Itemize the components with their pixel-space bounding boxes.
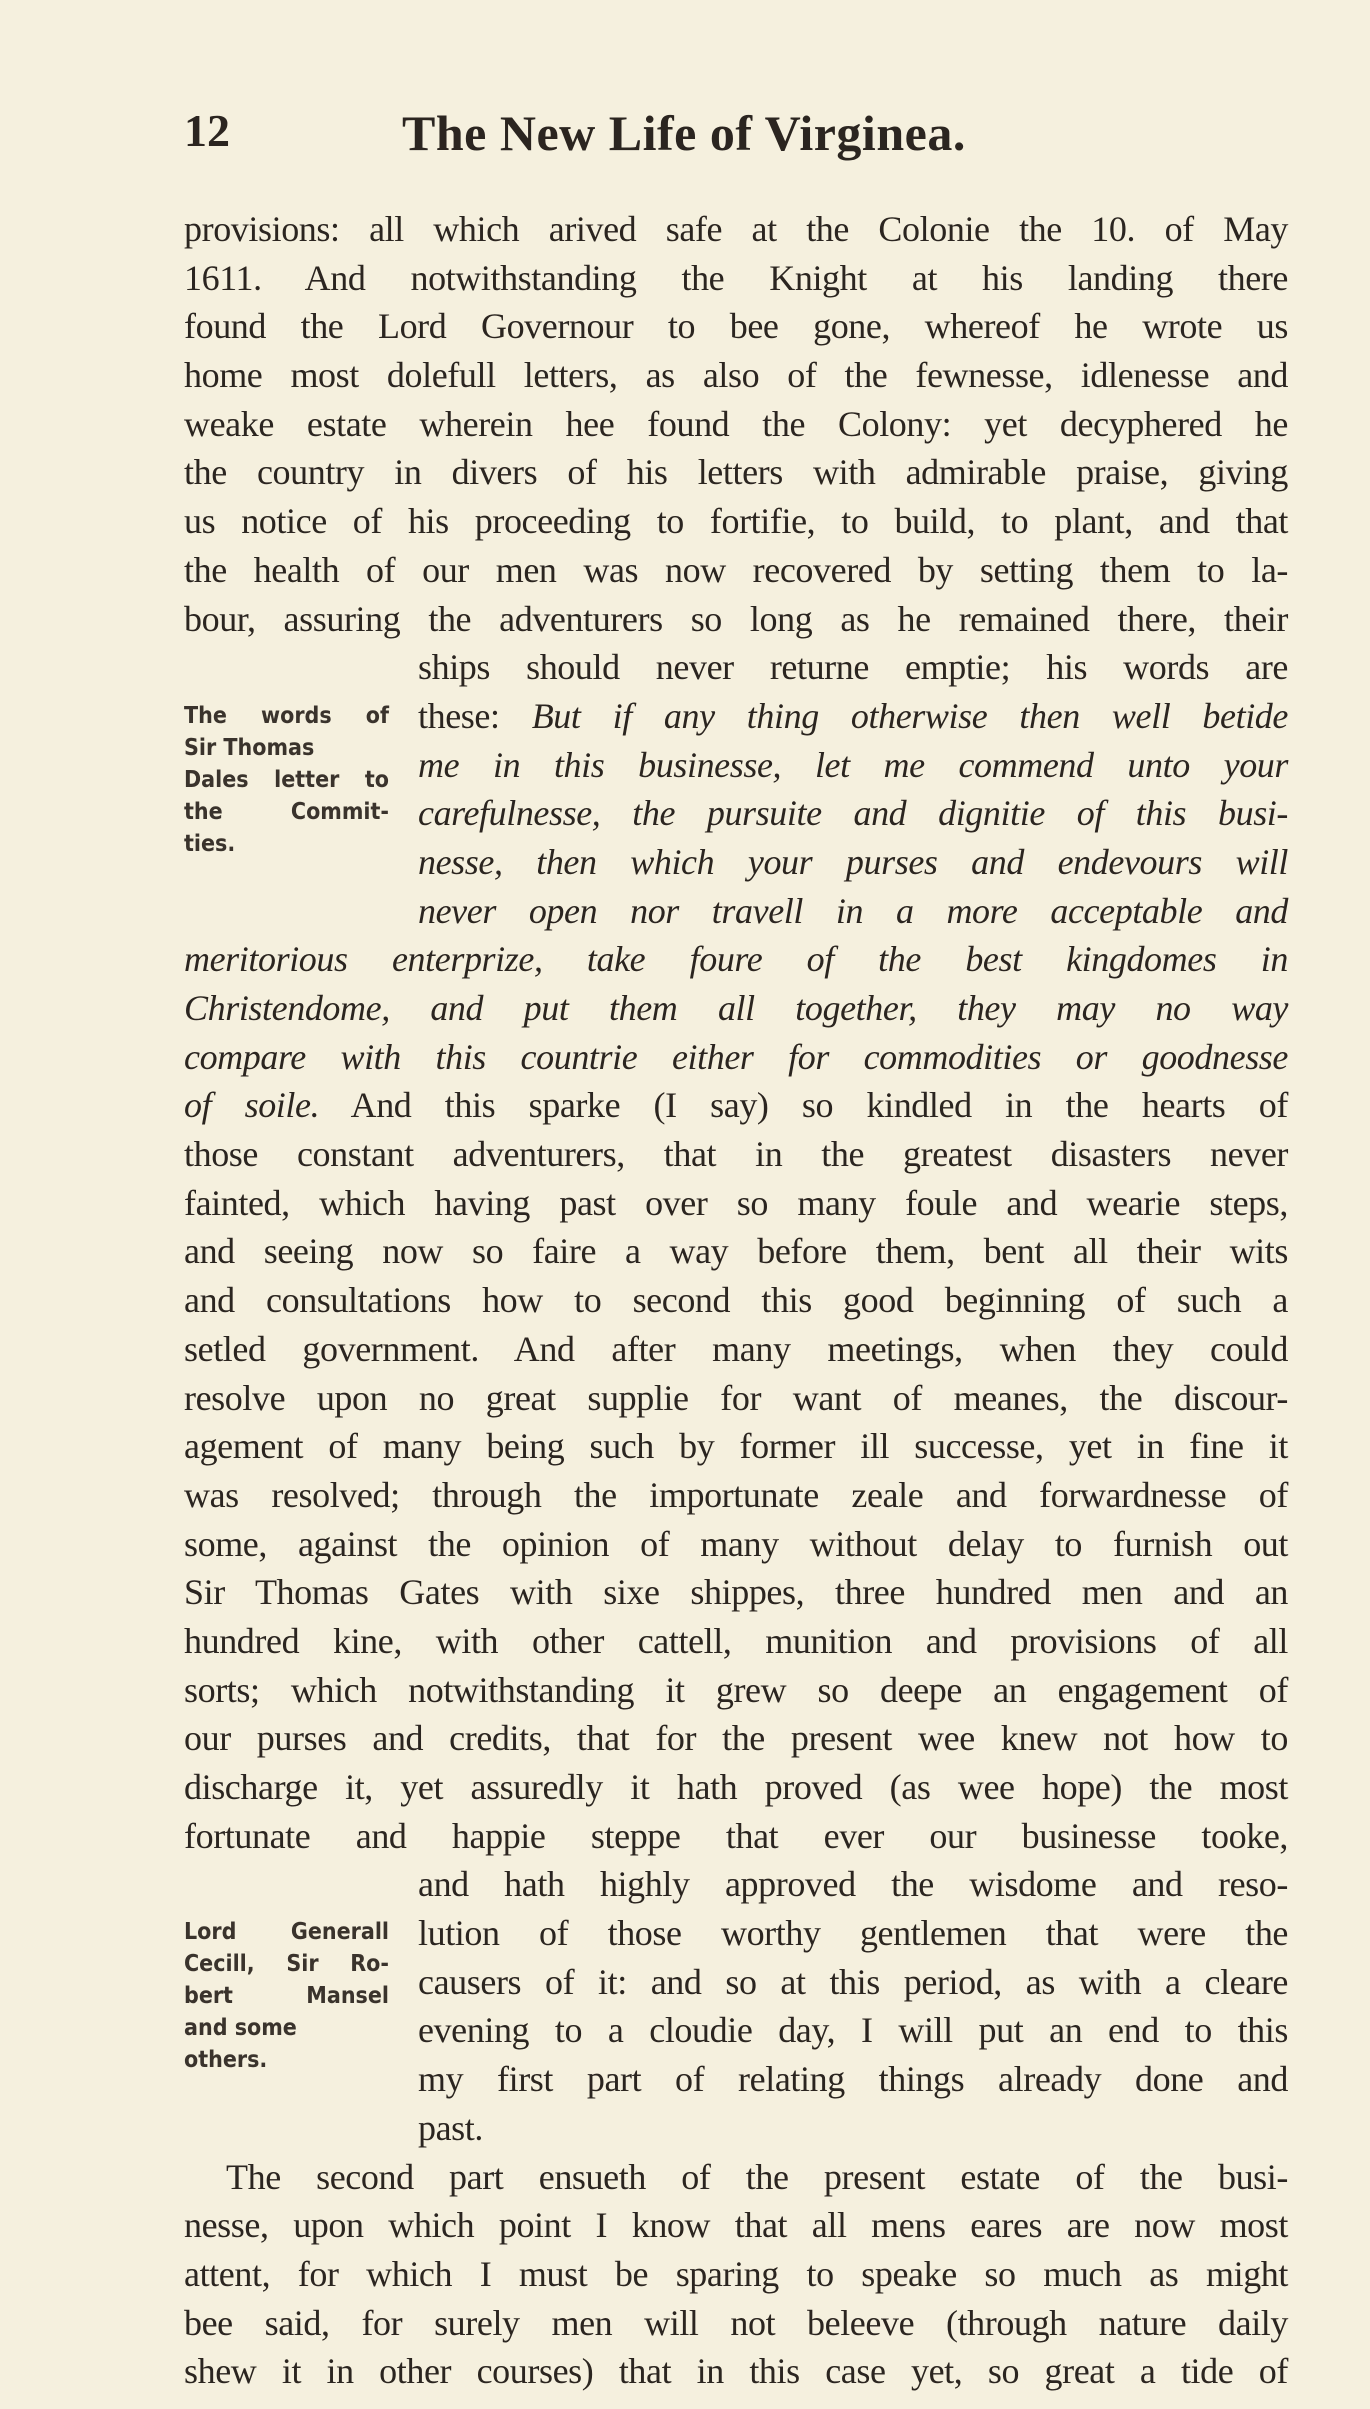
text-span: my first part of relating things already done and xyxy=(418,2059,1288,2100)
italic-text: me in this businesse, let me commend unto your xyxy=(418,744,1288,785)
text-span: past. xyxy=(418,2107,483,2148)
text-span: the country in divers of his letters with admirable praise, giving xyxy=(184,452,1288,493)
text-line xyxy=(184,1081,1288,1130)
margin-note-line: others. xyxy=(184,2047,268,2073)
text-line xyxy=(418,2055,1288,2104)
margin-note-line: ties. xyxy=(184,831,236,857)
text-line xyxy=(418,1860,1288,1909)
text-span: agement of many being such by former ill successe, yet in fine it xyxy=(184,1426,1288,1467)
text-span: lution of those worthy gentlemen that were the xyxy=(418,1913,1288,1954)
text-line xyxy=(184,2201,1288,2250)
italic-text: nesse, then which your purses and endevours will xyxy=(418,841,1288,882)
italic-text: meritorious enterprize, take foure of the best kingdomes in xyxy=(184,939,1288,980)
margin-note-line: Cecill, Sir Ro- xyxy=(184,1951,389,1977)
text-line xyxy=(184,205,1288,254)
margin-note-line: Sir Thomas xyxy=(184,735,315,761)
page-header xyxy=(184,104,1288,164)
text-line xyxy=(184,448,1288,497)
margin-note-line: the Commit- xyxy=(184,799,389,825)
text-line xyxy=(184,254,1288,303)
text-span: bour, assuring the adventurers so long as he remained there, their xyxy=(184,598,1288,639)
text-line xyxy=(184,1422,1288,1471)
text-line xyxy=(418,1958,1288,2007)
text-line xyxy=(184,1033,1288,1082)
margin-note-line: and some xyxy=(184,2015,297,2041)
text-span: was resolved; through the importunate zeale and forwardnesse of xyxy=(184,1474,1288,1515)
text-span: home most dolefull letters, as also of the fewnesse, idlenesse and xyxy=(184,355,1288,396)
text-span: hundred kine, with other cattell, munition and provisions of all xyxy=(184,1620,1288,1661)
text-span: Sir Thomas Gates with sixe shippes, three hundred men and an xyxy=(184,1572,1288,1613)
italic-text: But if any thing otherwise then well betide xyxy=(531,695,1288,736)
text-span: fainted, which having past over so many foule and wearie steps, xyxy=(184,1182,1288,1223)
text-line xyxy=(184,2250,1288,2299)
text-span: discharge it, yet assuredly it hath proved (as wee hope) the most xyxy=(184,1767,1288,1807)
text-line xyxy=(184,1374,1288,1423)
margin-note-line: Lord Generall xyxy=(184,1919,389,1945)
text-line xyxy=(184,1325,1288,1374)
text-line xyxy=(184,1763,1288,1812)
italic-text: never open nor travell in a more acceptable and xyxy=(418,890,1288,931)
text-span: fortunate and happie steppe that ever our businesse tooke, xyxy=(184,1815,1288,1856)
text-span: sorts; which notwithstanding it grew so deepe an engagement of xyxy=(184,1669,1288,1710)
text-line xyxy=(184,1568,1288,1617)
text-line xyxy=(184,1276,1288,1325)
text-line xyxy=(184,400,1288,449)
italic-text: compare with this countrie either for commodities or goodnesse xyxy=(184,1036,1288,1077)
text-line xyxy=(418,643,1288,692)
text-line xyxy=(418,789,1288,838)
italic-text: of soile. xyxy=(184,1085,320,1126)
text-span: And this sparke (I say) so kindled in the hearts of xyxy=(319,1085,1288,1126)
text-line xyxy=(184,1130,1288,1179)
text-line xyxy=(418,887,1288,936)
text-line xyxy=(418,1909,1288,1958)
text-line xyxy=(184,1520,1288,1569)
text-span: provisions: all which arived safe at the Colonie the 10. of May xyxy=(184,209,1288,249)
text-span: bee said, for surely men will not beleeve (through nature daily xyxy=(184,2302,1288,2343)
text-span: and seeing now so faire a way before them, bent all their wits xyxy=(184,1231,1288,1272)
text-line xyxy=(184,497,1288,546)
text-span: causers of it: and so at this period, as with a cleare xyxy=(418,1961,1288,2002)
text-span: evening to a cloudie day, I will put an end to this xyxy=(418,2010,1288,2051)
text-span: resolve upon no great supplie for want of meanes, the discour- xyxy=(184,1377,1288,1418)
text-span: ships should never returne emptie; his words are xyxy=(418,647,1288,688)
text-span: those constant adventurers, that in the greatest disasters never xyxy=(184,1134,1288,1175)
text-line xyxy=(418,741,1288,790)
text-span: weake estate wherein hee found the Colony: yet decyphered he xyxy=(184,403,1288,444)
text-span: some, against the opinion of many without delay to furnish out xyxy=(184,1523,1288,1564)
running-title: The New Life of Virginea. xyxy=(402,105,966,161)
text-line xyxy=(184,1471,1288,1520)
text-line xyxy=(418,2104,1288,2153)
text-line xyxy=(184,2153,1288,2202)
text-line xyxy=(184,935,1288,984)
text-line xyxy=(418,838,1288,887)
text-line xyxy=(184,595,1288,644)
margin-note-lord-generall xyxy=(184,1916,389,2076)
text-line xyxy=(184,1714,1288,1763)
text-span: shew it in other courses) that in this case yet, so great a tide of xyxy=(184,2351,1288,2392)
text-span: setled government. And after many meetings, when they could xyxy=(184,1328,1288,1369)
text-span: found the Lord Governour to bee gone, whereof he wrote us xyxy=(184,306,1288,347)
text-line xyxy=(418,692,1288,741)
italic-text: Christendome, and put them all together, they may no way xyxy=(184,988,1288,1028)
text-span: nesse, upon which point I know that all mens eares are now most xyxy=(184,2205,1288,2246)
text-line xyxy=(184,1666,1288,1715)
text-line xyxy=(184,2347,1288,2396)
margin-note-line: The words of xyxy=(184,703,389,729)
text-span: attent, for which I must be sparing to speake so much as might xyxy=(184,2253,1288,2294)
text-span: The second part ensueth of the present estate of the busi- xyxy=(226,2156,1288,2197)
margin-note-line: bert Mansel xyxy=(184,1983,389,2009)
margin-note-line: Dales letter to xyxy=(184,767,389,793)
text-span: 1611. And notwithstanding the Knight at his landing there xyxy=(184,257,1288,298)
page-number: 12 xyxy=(184,105,230,156)
italic-text: carefulnesse, the pursuite and dignitie of this busi- xyxy=(418,793,1288,834)
text-line xyxy=(184,351,1288,400)
text-span: our purses and credits, that for the present wee knew not how to xyxy=(184,1718,1288,1759)
text-span: these: xyxy=(418,695,532,736)
text-span: and hath highly approved the wisdome and reso- xyxy=(418,1864,1288,1905)
text-span: us notice of his proceeding to fortifie, to build, to plant, and that xyxy=(184,501,1288,542)
margin-note-dale-letter xyxy=(184,700,389,860)
text-line xyxy=(418,2006,1288,2055)
text-line xyxy=(184,1812,1288,1861)
text-span: and consultations how to second this good beginning of such a xyxy=(184,1280,1288,1321)
text-line xyxy=(184,1227,1288,1276)
text-line xyxy=(184,1617,1288,1666)
text-line xyxy=(184,2299,1288,2348)
text-line xyxy=(184,984,1288,1033)
text-line xyxy=(184,302,1288,351)
text-span: the health of our men was now recovered by setting them to la- xyxy=(184,549,1288,590)
text-line xyxy=(184,1179,1288,1228)
text-line xyxy=(184,546,1288,595)
